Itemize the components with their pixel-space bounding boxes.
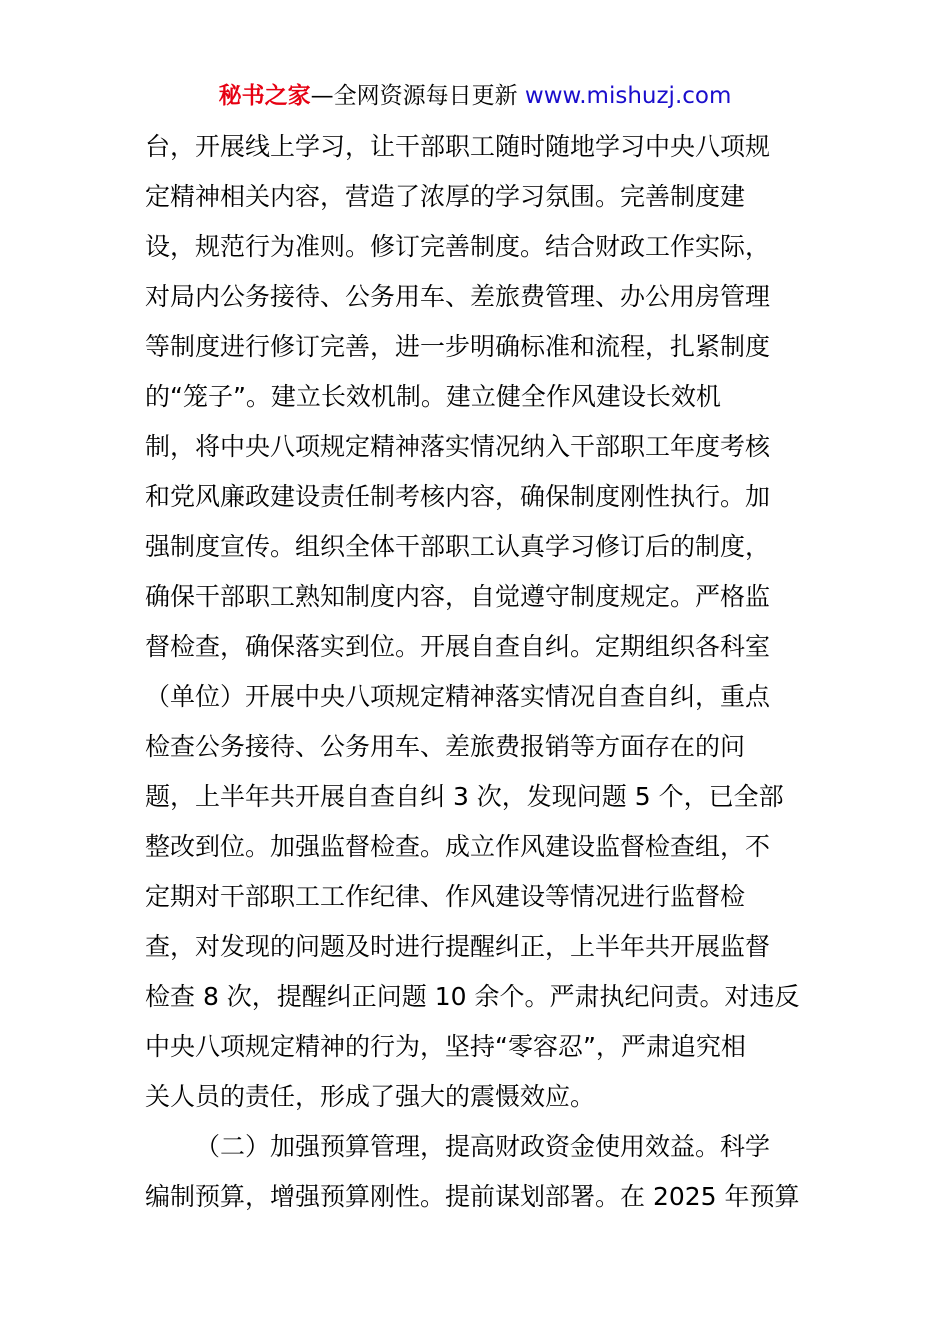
text-line: 定期对干部职工工作纪律、作风建设等情况进行监督检: [145, 882, 746, 911]
text-line: 台，开展线上学习，让干部职工随时随地学习中央八项规: [145, 132, 771, 161]
text-line: 题，上半年共开展自查自纠 3 次，发现问题 5 个，已全部: [145, 782, 784, 811]
text-line: 制，将中央八项规定精神落实情况纳入干部职工年度考核: [145, 432, 771, 461]
text-line: 设，规范行为准则。修订完善制度。结合财政工作实际，: [145, 232, 771, 261]
site-header: [0, 80, 950, 112]
text-line: 定精神相关内容，营造了浓厚的学习氛围。完善制度建: [145, 182, 746, 211]
text-line: 查，对发现的问题及时进行提醒纠正，上半年共开展监督: [145, 932, 771, 961]
site-url-link[interactable]: www.mishuzj.com: [524, 83, 732, 109]
text-line: 检查公务接待、公务用车、差旅费报销等方面存在的问: [145, 732, 746, 761]
document-body: [145, 128, 815, 1228]
text-line: 确保干部职工熟知制度内容，自觉遵守制度规定。严格监: [145, 582, 771, 611]
text-line: 和党风廉政建设责任制考核内容，确保制度刚性执行。加: [145, 482, 771, 511]
section-heading-line: （二）加强预算管理，提高财政资金使用效益。科学: [195, 1132, 771, 1161]
text-line: 整改到位。加强监督检查。成立作风建设监督检查组，不: [145, 832, 771, 861]
text-line: 等制度进行修订完善，进一步明确标准和流程，扎紧制度: [145, 332, 771, 361]
text-line: 对局内公务接待、公务用车、差旅费管理、办公用房管理: [145, 282, 771, 311]
text-line: 中央八项规定精神的行为，坚持“零容忍”，严肃追究相: [145, 1032, 746, 1061]
text-line: （单位）开展中央八项规定精神落实情况自查自纠，重点: [145, 682, 771, 711]
text-line: 关人员的责任，形成了强大的震慑效应。: [145, 1082, 596, 1111]
text-line: 的“笼子”。建立长效机制。建立健全作风建设长效机: [145, 382, 721, 411]
text-line: 督检查，确保落实到位。开展自查自纠。定期组织各科室: [145, 632, 771, 661]
site-brand: 秘书之家: [218, 83, 311, 109]
text-line: 编制预算，增强预算刚性。提前谋划部署。在 2025 年预算: [145, 1182, 800, 1211]
text-line: 检查 8 次，提醒纠正问题 10 余个。严肃执纪问责。对违反: [145, 982, 800, 1011]
text-line: 强制度宣传。组织全体干部职工认真学习修订后的制度，: [145, 532, 771, 561]
site-tagline: —全网资源每日更新: [310, 83, 525, 109]
